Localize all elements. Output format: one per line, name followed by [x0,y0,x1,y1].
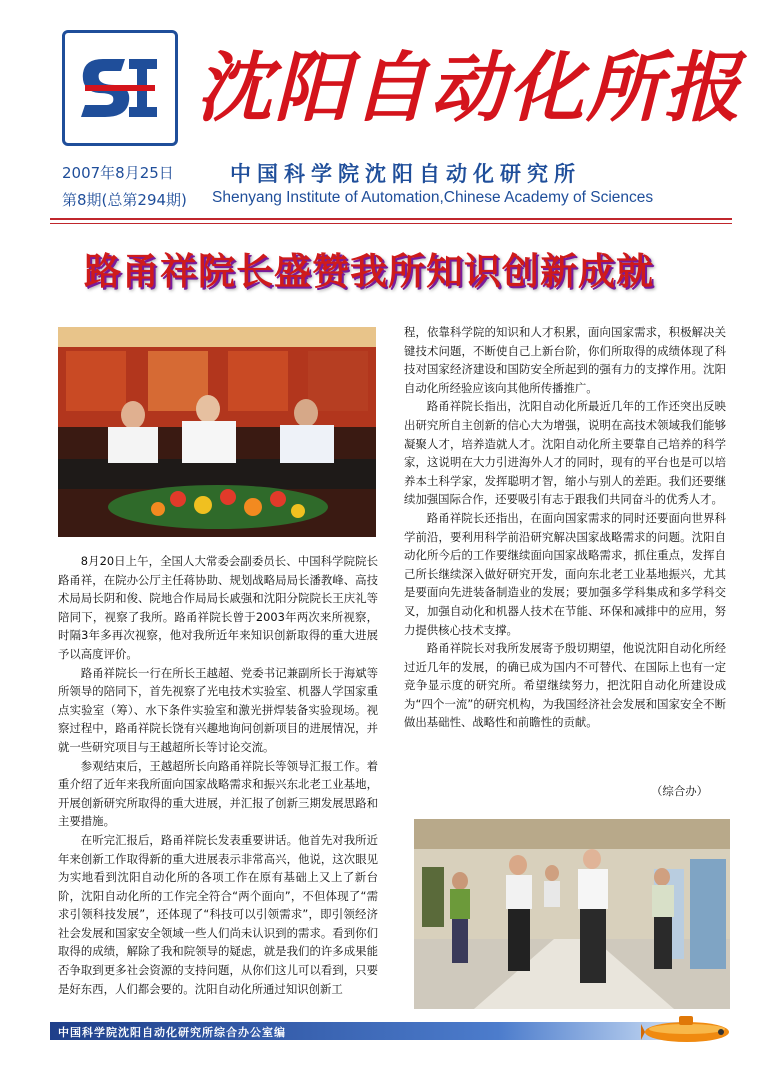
article-paragraph-continued: 程，依靠科学院的知识和人才积累，面向国家需求，积极解决关键技术问题，不断使自己上新台阶，你们所取得的成绩体现了科技对国家经济建设和国防安全所起到的强有力的支撑作用。沈阳自动化所经验应该向其他所传播推广。 [404,325,726,395]
masthead-title: 沈阳自动化所报 [196,43,742,132]
visit-photo [414,819,730,1009]
article-column-left [58,552,378,998]
article-column-right [404,323,726,732]
article-signoff: （综合办） [651,784,708,798]
institute-name-cn: 中国科学院沈阳自动化研究所 [230,162,581,186]
article-paragraph: 8月20日上午，全国人大常委会副委员长、中国科学院院长路甬祥，在院办公厅主任蒋协助、规划战略局局长潘教峰、高技术局局长阴和俊、院地合作局局长戚强和沈阳分院院长王庆礼等陪同下，视察了我所。路甬祥院长曾于2003年两次来所视察，时隔3年多再次视察，他对我所近年来知识创新取得的重大进展予以高度评价。 [58,554,378,661]
institute-name-en: Shenyang Institute of Automation,Chinese Academy of Sciences [212,189,654,206]
article-paragraph: 路甬祥院长指出，沈阳自动化所最近几年的工作还突出反映出研究所自主创新的信心大为增强，说明在高技术领域我们能够凝聚人才，培养造就人才。沈阳自动化所主要靠自己培养的科学家，这说明在大力引进海外人才的同时，现有的平台也是可以培养本土科学家，发挥聪明才智，缩小与别人的差距。我们还要继续加强国际合作，还要吸引有志于跟我们共同奋斗的优秀人才。 [404,399,726,507]
article-paragraph: 路甬祥院长对我所发展寄予殷切期望，他说沈阳自动化所经过近几年的发展，的确已成为国内不可替代、在国际上也有一定竞争显示度的研究所。希望继续努力，把沈阳自动化所建设成为“四个一流”的研究机构，为我国经济社会发展和国家安全不断做出基础性、战略性和前瞻性的贡献。 [404,641,726,730]
submarine-icon [641,1012,733,1050]
sia-logo-icon [71,39,169,137]
header-divider-thin [50,223,732,224]
header-divider [50,218,732,220]
institute-logo [62,30,178,146]
issue-number: 第8期(总第294期) [62,191,187,209]
article-paragraph: 在听完汇报后，路甬祥院长发表重要讲话。他首先对我所近年来创新工作取得新的重大进展表示非常高兴，他说，这次眼见为实地看到沈阳自动化所的各项工作在原有基础上又上了新台阶，沈阳自动化所的工作完全符合“两个面向”，不但体现了“需求引领科技发展”，还体现了“科技可以引领需求”，即引领经济社会发展和国家安全领域一些人们尚未认识到的需求。看到你们取得的成绩，解除了我和院领导的疑虑，就是我们的许多成果能否争取到更多社会资源的支持问题，从你们这儿可以看到，只要是好东西，人们都会要的。沈阳自动化所通过知识创新工 [58,832,378,996]
footer-editor-credit: 中国科学院沈阳自动化研究所综合办公室编 [58,1026,286,1039]
article-paragraph: 参观结束后，王越超所长向路甬祥院长等领导汇报工作。着重介绍了近年来我所面向国家战略需求和振兴东北老工业基地，开展创新研究所取得的重大进展，并汇报了创新三期发展思路和主要措施。 [58,758,378,829]
issue-date: 2007年8月25日 [62,164,174,182]
article-paragraph: 路甬祥院长一行在所长王越超、党委书记兼副所长于海斌等所领导的陪同下，首先视察了光电技术实验室、机器人学国家重点实验室（筹）、水下条件实验室和激光拼焊装备实验现场。视察过程中，路甬祥院长饶有兴趣地询问创新项目的进展情况，并就一些研究项目与王越超所长等讨论交流。 [58,665,378,754]
article-headline: 路甬祥院长盛赞我所知识创新成就 [84,250,654,293]
article-paragraph: 路甬祥院长还指出，在面向国家需求的同时还要面向世界科学前沿，要利用科学前沿研究解决国家战略需求的问题。沈阳自动化所今后的工作要继续面向国家战略需求，抓住重点，发挥自己所长继续深入做好研究开发，面向东北老工业基地振兴，尤其是要面向先进装备制造业的发展；要加强多学科集成和多学科交叉，加强自动化和机器人技术在节能、环保和减排中的应用，努力提供核心技术支撑。 [404,510,726,637]
meeting-photo [58,327,376,537]
